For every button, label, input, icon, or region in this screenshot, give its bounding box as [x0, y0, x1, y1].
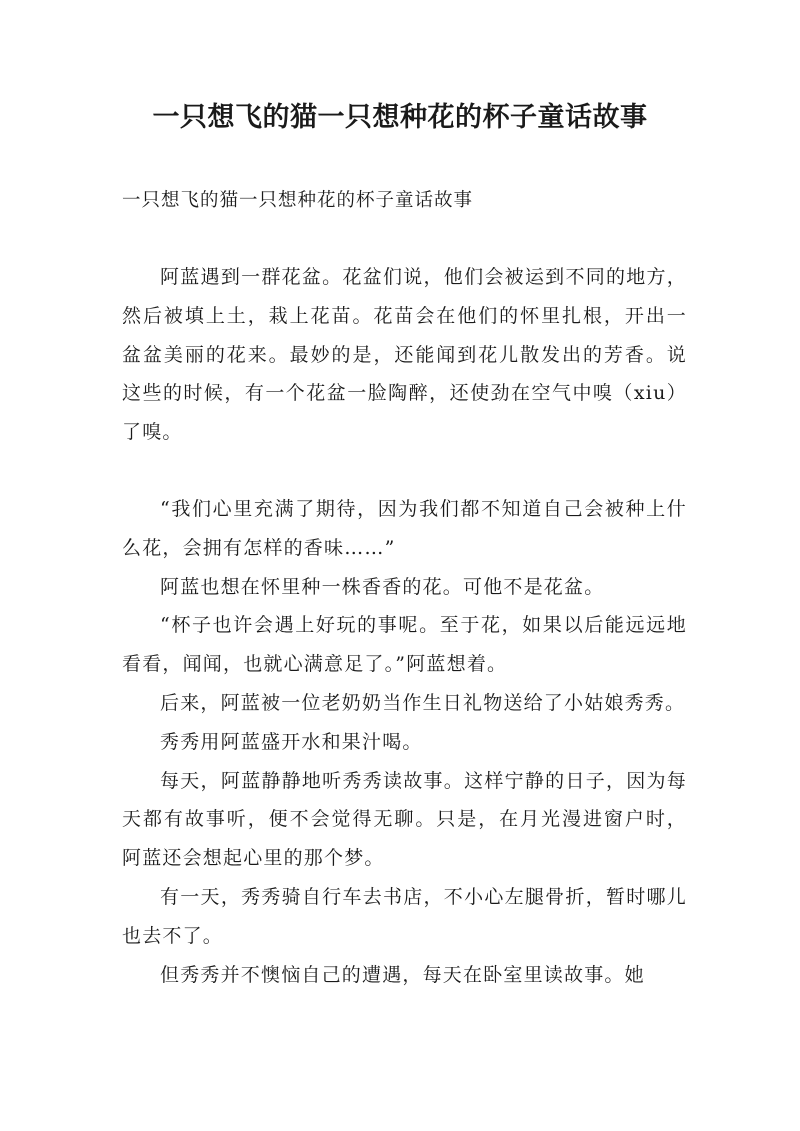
document-body	[122, 258, 687, 994]
paragraph: 阿蓝也想在怀里种一株香香的花。可他不是花盆。	[160, 575, 605, 598]
paragraph: 阿蓝遇到一群花盆。花盆们说，他们会被运到不同的地方，然后被填上土，栽上花苗。花苗会在他们的怀里扎根，开出一盆盆美丽的花来。最妙的是，还能闻到花儿散发出的芳香。说这些的时候，有一个花盆一脸陶醉，还使劲在空气中嗅（xiu）了嗅。	[122, 266, 687, 444]
paragraph: 每天，阿蓝静静地听秀秀读故事。这样宁静的日子，因为每天都有故事听，便不会觉得无聊。只是，在月光漫进窗户时，阿蓝还会想起心里的那个梦。	[122, 769, 687, 870]
paragraph: 秀秀用阿蓝盛开水和果汁喝。	[160, 730, 423, 753]
paragraph-gap	[122, 452, 687, 490]
document-subtitle: 一只想飞的猫一只想种花的杯子童话故事	[122, 190, 474, 211]
paragraph: 有一天，秀秀骑自行车去书店，不小心左腿骨折，暂时哪儿也去不了。	[122, 885, 687, 947]
paragraph: “杯子也许会遇上好玩的事呢。至于花，如果以后能远远地看看，闻闻，也就心满意足了。”阿蓝想着。	[122, 614, 687, 676]
document-title: 一只想飞的猫一只想种花的杯子童话故事	[152, 102, 648, 133]
paragraph: 但秀秀并不懊恼自己的遭遇，每天在卧室里读故事。她	[160, 963, 645, 986]
paragraph: 后来，阿蓝被一位老奶奶当作生日礼物送给了小姑娘秀秀。	[160, 691, 686, 714]
paragraph: “我们心里充满了期待，因为我们都不知道自己会被种上什么花，会拥有怎样的香味……”	[122, 497, 687, 559]
